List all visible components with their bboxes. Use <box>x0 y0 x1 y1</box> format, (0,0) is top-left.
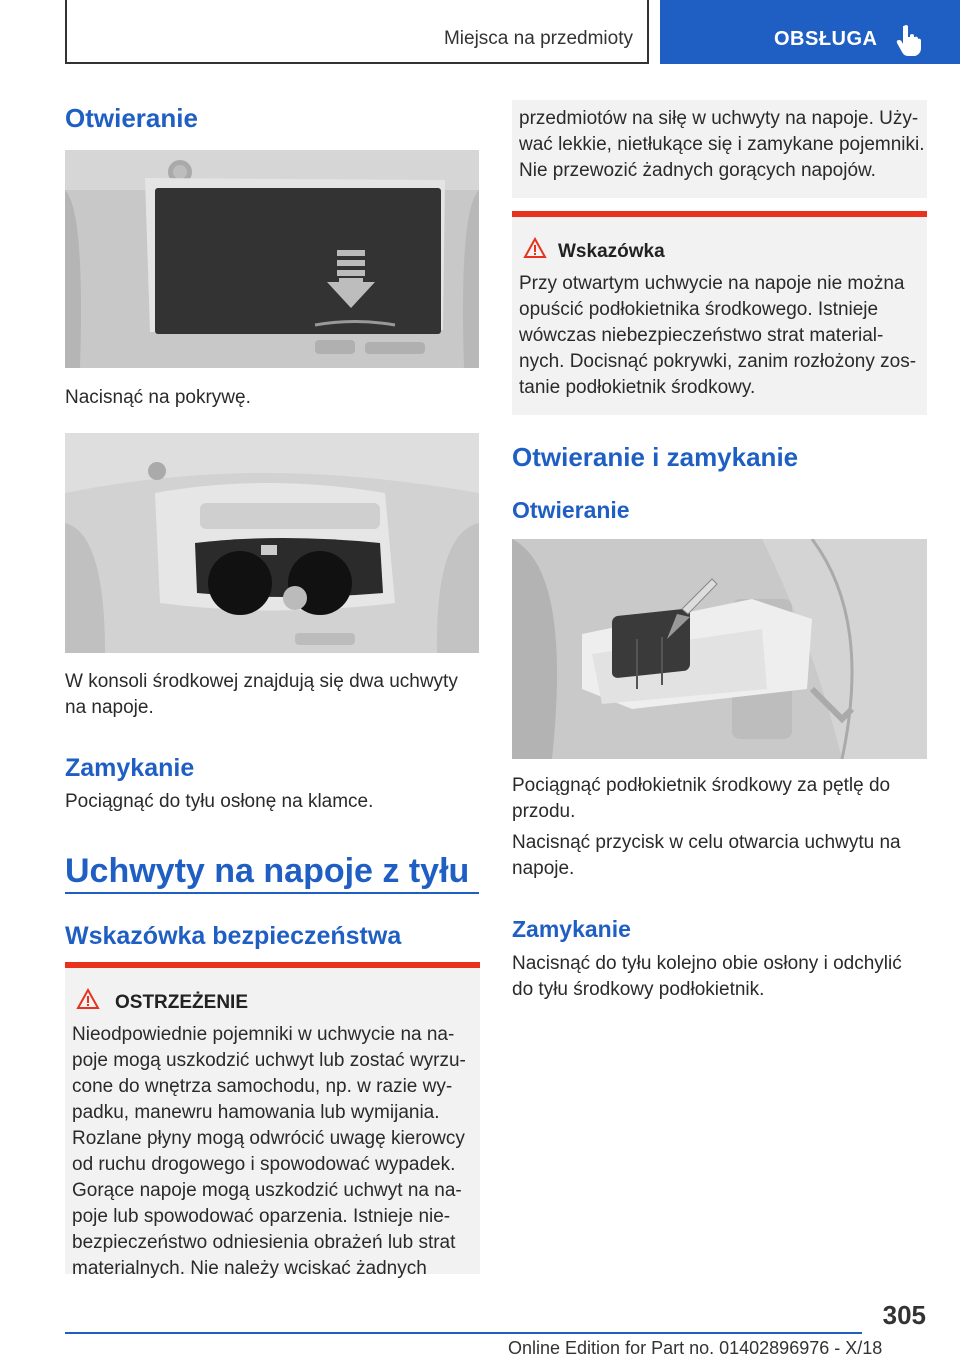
warning-line: Gorące napoje mogą uszkodzić uchwyt na na- <box>72 1180 462 1201</box>
note-title: Wskazówka <box>558 241 665 262</box>
footer-rule <box>65 1332 862 1334</box>
note-line: Przy otwartym uchwycie na napoje nie można <box>519 273 905 294</box>
heading-safety-note: Wskazówka bezpieczeństwa <box>65 922 402 950</box>
warning-box <box>65 962 480 1279</box>
warning-line: cone do wnętrza samochodu, np. w razie wy- <box>72 1076 453 1097</box>
footer-edition: Online Edition for Part no. 01402896976 - X/18 <box>508 1338 883 1358</box>
heading-open-close: Otwieranie i zamykanie <box>512 442 799 472</box>
warning-line: poje lub spowodować oparzenia. Istnieje nie- <box>72 1206 451 1227</box>
note-bar <box>512 211 927 217</box>
header-section-box <box>65 0 649 64</box>
note-line: wówczas niebezpieczeństwo strat material- <box>519 325 884 346</box>
warning-line: bezpieczeństwo odniesienia obrażeń lub strat <box>72 1232 456 1253</box>
warning-text <box>72 1022 466 1282</box>
instruction-press-button-l2: napoje. <box>512 858 575 879</box>
cupholders-image <box>65 433 479 653</box>
warning-continuation-text <box>519 106 925 184</box>
heading-rear-cupholders: Uchwyty na napoje z tyłu <box>65 852 470 890</box>
caption-two-holders-l1: W konsoli środkowej znajdują się dwa uchwyty <box>65 671 458 692</box>
caption-two-holders-l2: na napoje. <box>65 697 154 718</box>
instruction-close-l2: do tyłu środkowy podłokietnik. <box>512 979 765 1000</box>
warning-continuation-box <box>512 100 927 198</box>
warning-line: materialnych. Nie należy wciskać żadnych <box>72 1258 427 1279</box>
note-box <box>512 211 927 415</box>
pointing-hand-icon <box>896 24 922 56</box>
console-cover-image <box>65 150 479 368</box>
note-line: tanie podłokietnik środkowy. <box>519 377 756 398</box>
warning-line: od ruchu drogowego i spowodować wypadek. <box>72 1154 456 1175</box>
warning-line: padku, manewru hamowania lub wymijania. <box>72 1102 440 1123</box>
heading-zamykanie-rear: Zamykanie <box>512 916 631 942</box>
instruction-pull-armrest-l1: Pociągnąć podłokietnik środkowy za pętlę do <box>512 775 891 796</box>
warning-line: Nie przewozić żadnych gorących napojów. <box>519 160 876 181</box>
heading-rule <box>65 892 479 894</box>
warning-triangle-icon <box>76 988 100 1010</box>
instruction-pull-armrest-l2: przodu. <box>512 801 576 822</box>
caption-press-cover: Nacisnąć na pokrywę. <box>65 387 251 408</box>
warning-line: Nieodpowiednie pojemniki w uchwycie na na- <box>72 1024 455 1045</box>
warning-line: poje mogą uszkodzić uchwyt lub zostać wyrzu- <box>72 1050 466 1071</box>
heading-otwieranie-rear: Otwieranie <box>512 497 630 523</box>
warning-bar <box>65 962 480 968</box>
note-line: opuścić podłokietnika środkowego. Istnieje <box>519 299 879 320</box>
page-number: 305 <box>882 1300 926 1330</box>
close-instruction: Pociągnąć do tyłu osłonę na klamce. <box>65 791 374 812</box>
note-line: nych. Docisnąć pokrywki, zanim rozłożony zos- <box>519 351 917 372</box>
warning-line: przedmiotów na siłę w uchwyty na napoje. Uży- <box>519 108 919 129</box>
warning-triangle-icon <box>523 237 547 259</box>
header-tab-obsluga[interactable] <box>660 0 960 64</box>
warning-title: OSTRZEŻENIE <box>115 992 249 1013</box>
instruction-press-button-l1: Nacisnąć przycisk w celu otwarcia uchwytu na <box>512 832 901 853</box>
heading-otwieranie: Otwieranie <box>65 103 198 133</box>
warning-line: Rozlane płyny mogą odwrócić uwagę kierowcy <box>72 1128 465 1149</box>
instruction-close-l1: Nacisnąć do tyłu kolejno obie osłony i odchylić <box>512 953 902 974</box>
rear-armrest-image <box>512 539 927 759</box>
header-section-title: Miejsca na przedmioty <box>443 28 633 49</box>
note-text <box>519 271 916 401</box>
header-tab-label: OBSŁUGA <box>774 28 878 50</box>
heading-zamykanie: Zamykanie <box>65 754 195 782</box>
warning-line: wać lekkie, nietłukące się i zamykane pojemniki. <box>519 134 925 155</box>
